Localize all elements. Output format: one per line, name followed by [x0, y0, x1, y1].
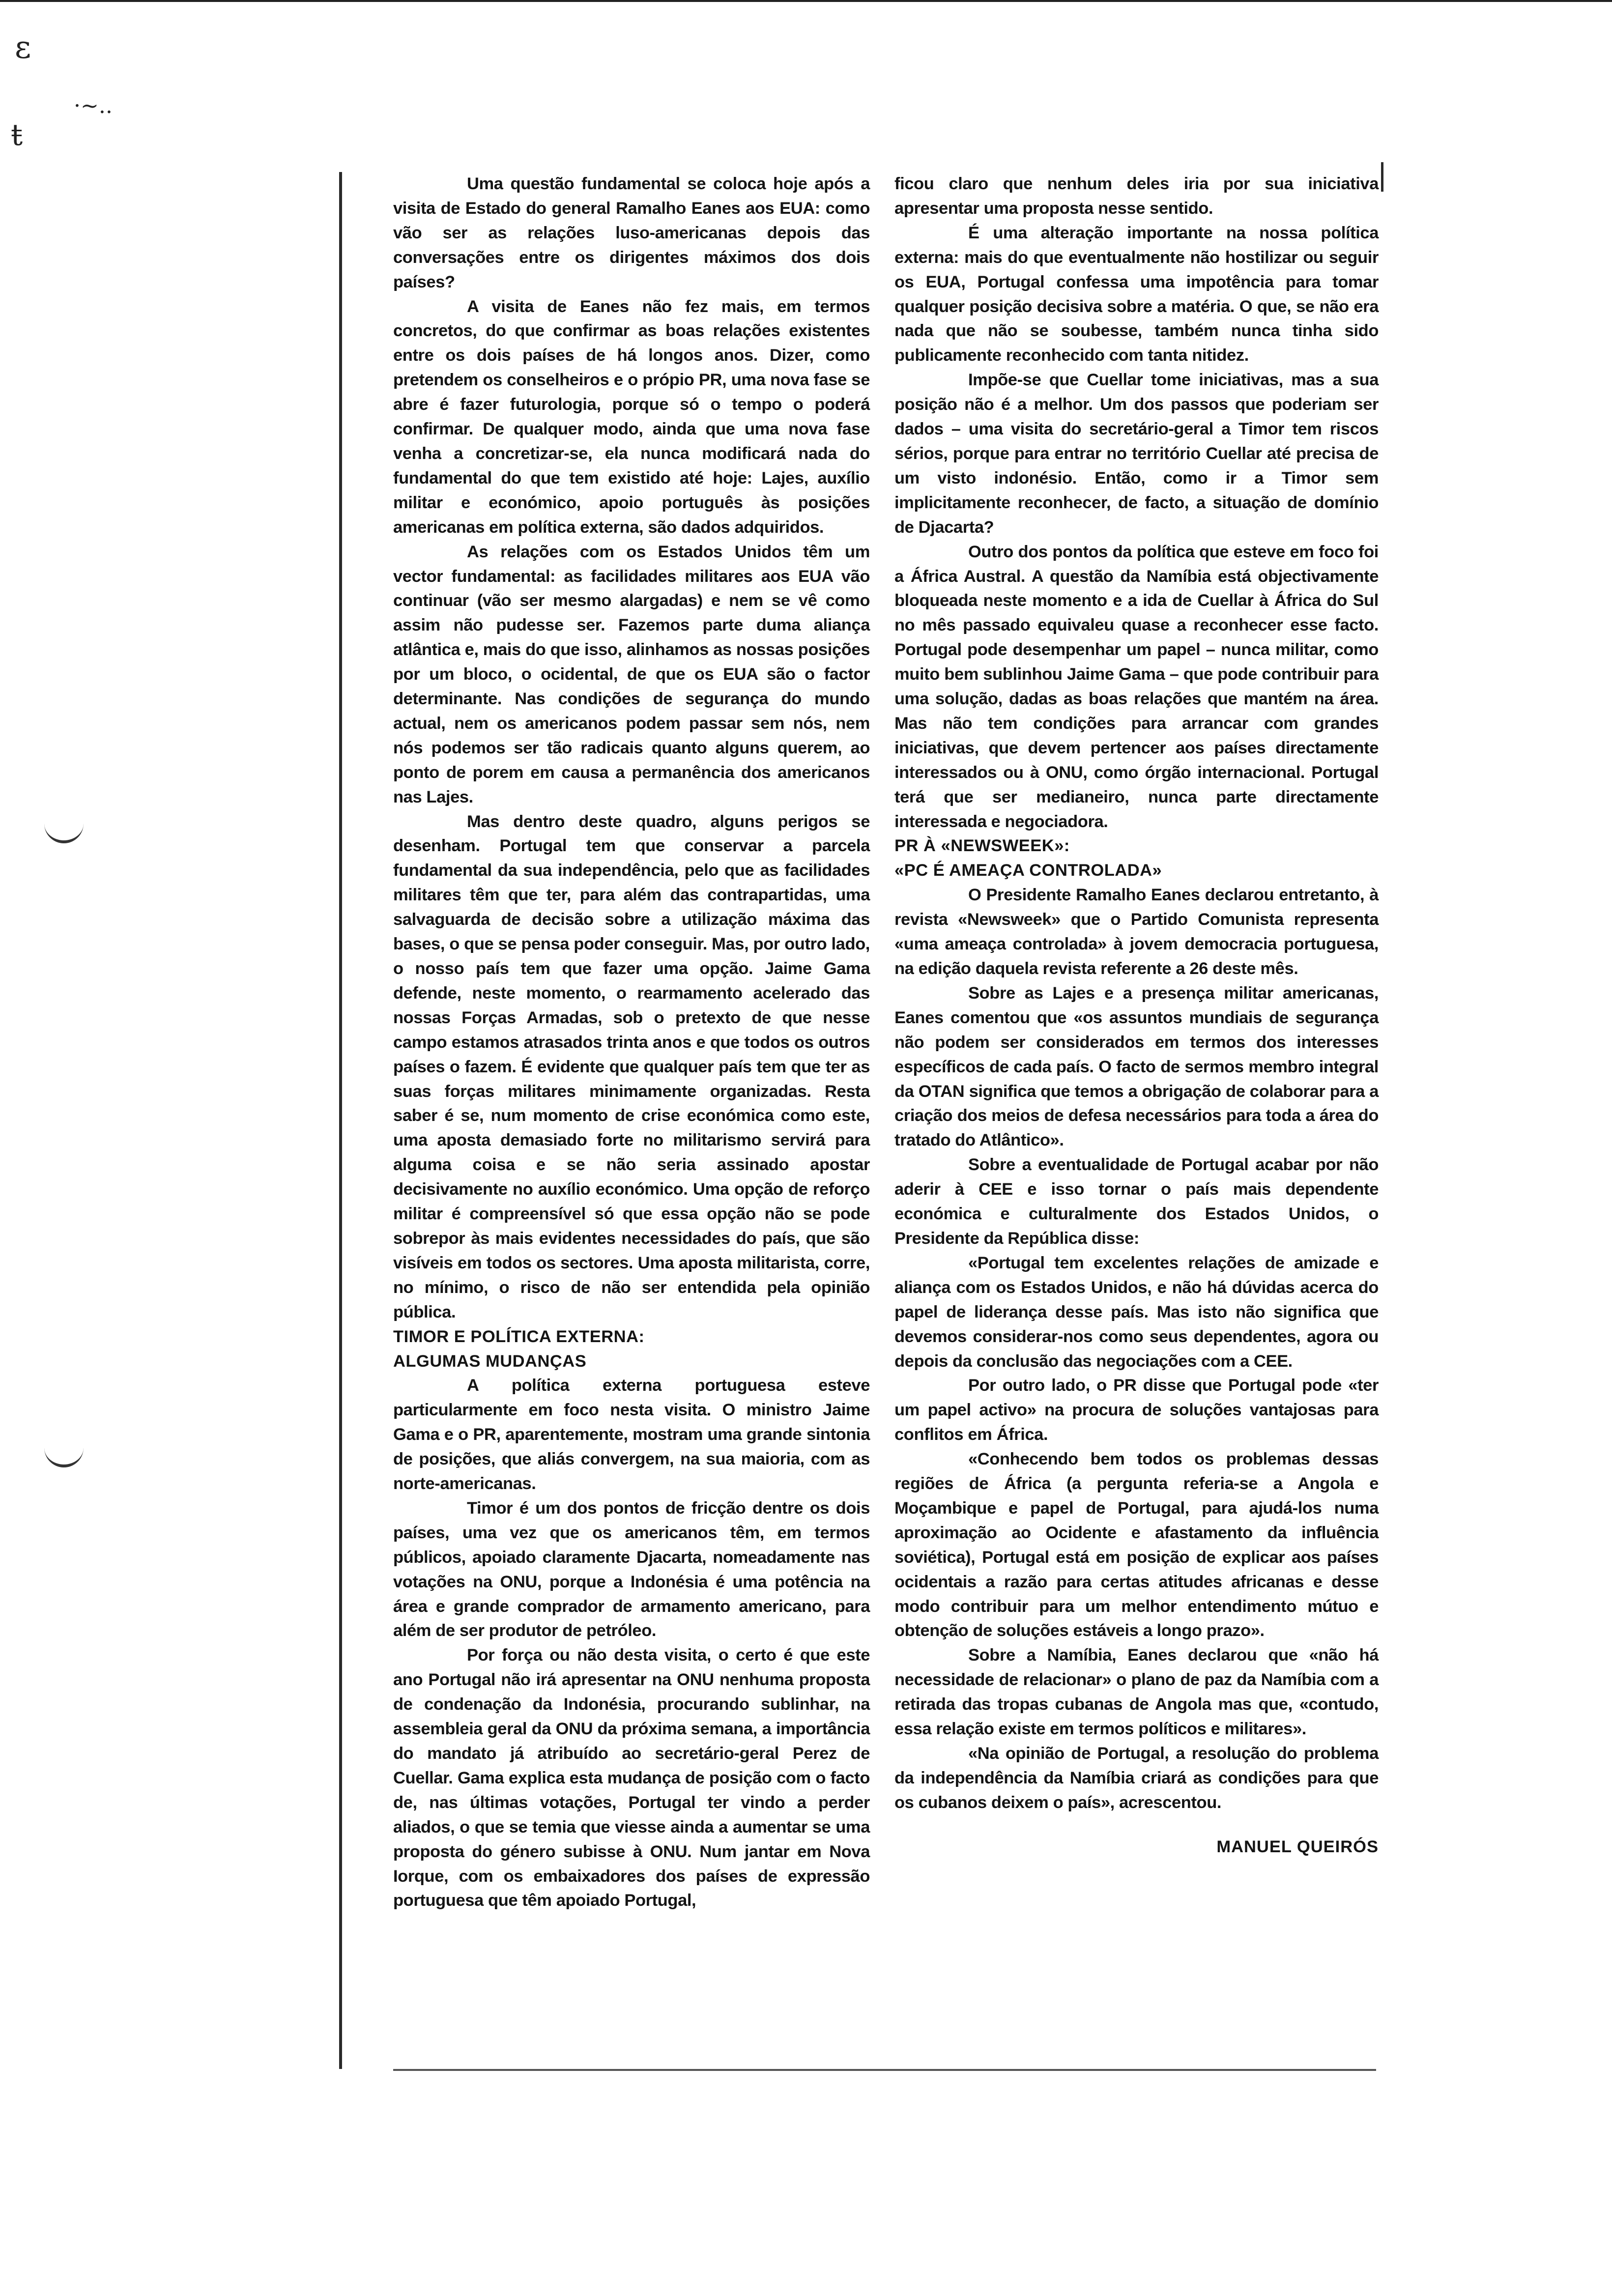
margin-mark-3: ·~..	[74, 93, 113, 118]
section-heading: PR À «NEWSWEEK»:	[894, 836, 1070, 856]
section-heading: TIMOR E POLÍTICA EXTERNA:	[393, 1327, 645, 1346]
article-author: MANUEL QUEIRÓS	[1216, 1837, 1379, 1856]
article-paragraph: Sobre a eventualidade de Portugal acabar por não aderir à CEE e isso tornar o país mais dependente económica e culturalmente dos Estados Unidos, o Presidente da República disse:	[894, 1155, 1379, 1248]
scan-mark-1	[44, 818, 84, 843]
margin-mark-2: ŧ	[11, 118, 23, 152]
article-paragraph: Timor é um dos pontos de fricção dentre os dois países, uma vez que os americanos têm, em termos públicos, apoiado claramente Djacarta, nomeadamente nas votações na ONU, porque a Indonésia é uma potência na área e grande comprador de armamento americano, para além de ser produtor de petróleo.	[393, 1498, 870, 1640]
article-paragraph: O Presidente Ramalho Eanes declarou entretanto, à revista «Newsweek» que o Partido Comunista representa «uma ameaça controlada» à jovem democracia portuguesa, na edição daquela revista referente a 26 deste mês.	[894, 886, 1379, 978]
article-paragraph: A política externa portuguesa esteve particularmente em foco nesta visita. O ministro Jaime Gama e o PR, aparentemente, mostram uma grande sintonia de posições, que aliás convergem, na sua maioria, com as norte-americanas.	[393, 1376, 870, 1493]
newspaper-clipping	[339, 162, 1401, 2081]
scan-mark-2	[44, 1442, 84, 1467]
article-paragraph: Por outro lado, o PR disse que Portugal pode «ter um papel activo» na procura de soluções vantajosas para conflitos em África.	[894, 1376, 1379, 1444]
article-paragraph: As relações com os Estados Unidos têm um vector fundamental: as facilidades militares aos EUA vão continuar (vão ser mesmo alargadas) e nem se vê como assim não pudesse ser. Fazemos parte duma aliança atlântica e, mais do que isso, alinhamos as nossas posições por um bloco, o ocidental, de que os EUA são o factor determinante. Nas condições de segurança do mundo actual, nem os americanos podem passar sem nós, nem nós podemos ser tão radicais quanto alguns querem, ao ponto de porem em causa a permanência dos americanos nas Lajes.	[393, 542, 870, 806]
article-paragraph: «Portugal tem excelentes relações de amizade e aliança com os Estados Unidos, e não há dúvidas acerca do papel de liderança desse país. Mas isto não significa que devemos considerar-nos como seus dependentes, agora ou depois da conclusão das negociações com a CEE.	[894, 1253, 1379, 1371]
article-paragraph: Sobre a Namíbia, Eanes declarou que «não há necessidade de relacionar» o plano de paz da Namíbia com a retirada das tropas cubanas de Angola mas que, «contudo, essa relação existe em termos políticos e militares».	[894, 1646, 1379, 1739]
article-column-2	[894, 172, 1379, 1860]
clipping-left-rule	[339, 172, 342, 2069]
article-paragraph: «Na opinião de Portugal, a resolução do problema da independência da Namíbia criará as condições para que os cubanos deixem o país», acrescentou.	[894, 1744, 1379, 1812]
article-paragraph: Mas dentro deste quadro, alguns perigos se desenham. Portugal tem que conservar a parcela fundamental da sua independência, pelo que as facilidades militares têm que ter, para além das contrapartidas, uma salvaguarda de decisão sobre a utilização máxima das bases, o que se pensa poder conseguir. Mas, por outro lado, o nosso país tem que fazer uma opção. Jaime Gama defende, neste momento, o rearmamento acelerado das nossas Forças Armadas, sob o pretexto de que nesse campo estamos atrasados trinta anos e que todos os outros países o fazem. É evidente que qualquer país tem que ter as suas forças militares minimamente organizadas. Resta saber é se, num momento de crise económica como este, uma aposta demasiado forte no militarismo servirá para alguma coisa e se não seria assinado apostar decisivamente no auxílio económico. Uma opção de reforço militar é compreensível só que essa opção não se pode sobrepor às mais evidentes necessidades do país, que são visíveis em todos os sectores. Uma aposta militarista, corre, no mínimo, o risco de não ser entendida pela opinião pública.	[393, 812, 870, 1321]
article-paragraph: «Conhecendo bem todos os problemas dessas regiões de África (a pergunta referia-se a Angola e Moçambique e papel de Portugal, para ajudá-los numa aproximação ao Ocidente e afastamento da influência soviética), Portugal está em posição de explicar aos países ocidentais a razão para certas atitudes africanas e desse modo contribuir para um melhor entendimento mútuo e obtenção de soluções estáveis a longo prazo».	[894, 1450, 1379, 1640]
article-paragraph: Impõe-se que Cuellar tome iniciativas, mas a sua posição não é a melhor. Um dos passos que poderiam ser dados – uma visita do secretário-geral a Timor tem riscos sérios, porque para entrar no território Cuellar até precisa de um visto indonésio. Então, como ir a Timor sem implicitamente reconhecer, de facto, a situação de domínio de Djacarta?	[894, 371, 1379, 537]
section-heading: «PC É AMEAÇA CONTROLADA»	[894, 861, 1162, 880]
clipping-bottom-rule	[393, 2069, 1376, 2071]
article-paragraph: Outro dos pontos da política que esteve em foco foi a África Austral. A questão da Namíbia está objectivamente bloqueada neste momento e a ida de Cuellar à África do Sul no mês passado equivaleu quase a reconhecer esse facto. Portugal pode desempenhar um papel – nunca militar, como muito bem sublinhou Jaime Gama – que pode contribuir para uma solução, dadas as boas relações que mantém na área. Mas não tem condições para arrancar com grandes iniciativas, que devem pertencer aos países directamente interessados ou à ONU, como órgão internacional. Portugal terá que ser medianeiro, nunca parte directamente interessada e negociadora.	[894, 542, 1379, 831]
margin-mark-1: ε	[15, 29, 31, 66]
article-paragraph: A visita de Eanes não fez mais, em termos concretos, do que confirmar as boas relações existentes entre os dois países de há longos anos. Dizer, como pretendem os conselheiros e o própio PR, uma nova fase se abre é fazer futurologia, porque só o tempo o poderá confirmar. De qualquer modo, ainda que uma nova fase venha a concretizar-se, ela nunca modificará nada do fundamental do que tem existido até hoje: Lajes, auxílio militar e económico, apoio português às posições americanas em política externa, são dados adquiridos.	[393, 297, 870, 537]
article-paragraph: ficou claro que nenhum deles iria por sua iniciativa apresentar uma proposta nesse sentido.	[894, 174, 1379, 218]
article-column-1	[393, 172, 870, 1913]
scan-top-border	[0, 0, 1612, 2]
article-paragraph: Por força ou não desta visita, o certo é que este ano Portugal não irá apresentar na ONU nenhuma proposta de condenação da Indonésia, procurando sublinhar, na assembleia geral da ONU da próxima semana, a importância do mandato já atribuído ao secretário-geral Perez de Cuellar. Gama explica esta mudança de posição com o facto de, nas últimas votações, Portugal ter vindo a perder aliados, o que se temia que viesse ainda a aumentar se uma proposta do género subisse à ONU. Num jantar em Nova Iorque, com os embaixadores dos países de expressão portuguesa que têm apoiado Portugal,	[393, 1646, 870, 1910]
article-paragraph: É uma alteração importante na nossa política externa: mais do que eventualmente não hostilizar ou seguir os EUA, Portugal confessa uma impotência para tomar qualquer posição decisiva sobre a matéria. O que, se não era nada que não se soubesse, também nunca tinha sido publicamente reconhecido com tanta nitidez.	[894, 223, 1379, 365]
clipping-top-right-rule	[1381, 162, 1383, 192]
article-paragraph: Uma questão fundamental se coloca hoje após a visita de Estado do general Ramalho Eanes aos EUA: como vão ser as relações luso-americanas depois das conversações entre os dirigentes máximos dos dois países?	[393, 174, 870, 291]
article-paragraph: Sobre as Lajes e a presença militar americanas, Eanes comentou que «os assuntos mundiais de segurança não podem ser considerados em termos dos interesses específicos de cada país. O facto de sermos membro integral da OTAN significa que temos a obrigação de colaborar para a criação dos meios de defesa necessários para toda a área do tratado do Atlântico».	[894, 983, 1379, 1150]
section-heading: ALGUMAS MUDANÇAS	[393, 1351, 587, 1371]
